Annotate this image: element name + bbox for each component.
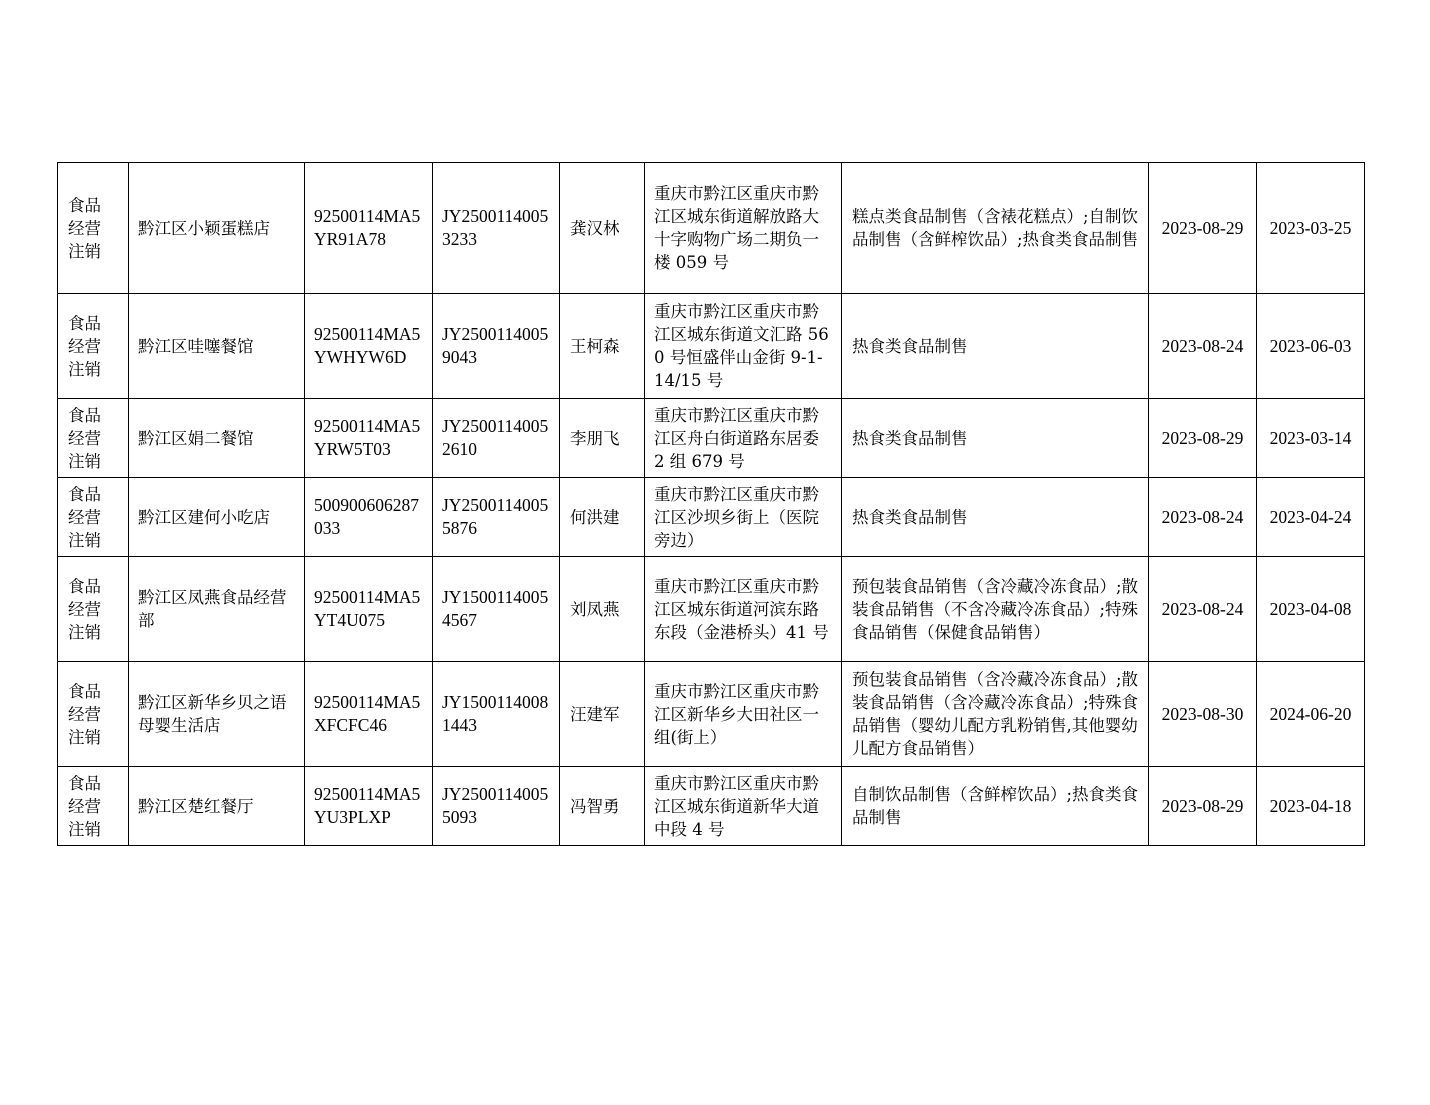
cell-address: 重庆市黔江区重庆市黔江区城东街道新华大道中段 4 号 [645,767,842,846]
cell-name: 黔江区小颖蛋糕店 [129,163,305,294]
cell-action: 食品经营注销 [58,399,129,478]
cell-date-1: 2023-08-29 [1149,163,1257,294]
cell-date-2: 2023-04-18 [1257,767,1365,846]
cell-license-no: JY25001140055093 [433,767,560,846]
cell-date-1: 2023-08-24 [1149,294,1257,399]
cell-date-1: 2023-08-24 [1149,478,1257,557]
cell-name: 黔江区楚红餐厅 [129,767,305,846]
cell-date-1: 2023-08-29 [1149,399,1257,478]
cell-date-1: 2023-08-30 [1149,662,1257,767]
cell-owner: 李朋飞 [560,399,645,478]
cell-scope: 预包装食品销售（含冷藏冷冻食品）;散装食品销售（含冷藏冷冻食品）;特殊食品销售（婴幼儿配方乳粉销售,其他婴幼儿配方食品销售） [842,662,1149,767]
cell-license-no: JY25001140053233 [433,163,560,294]
cell-action: 食品经营注销 [58,767,129,846]
cell-scope: 热食类食品制售 [842,478,1149,557]
cell-action: 食品经营注销 [58,294,129,399]
cell-owner: 何洪建 [560,478,645,557]
cell-license-no: JY25001140052610 [433,399,560,478]
cell-credit-code: 92500114MA5XFCFC46 [305,662,433,767]
cell-name: 黔江区新华乡贝之语母婴生活店 [129,662,305,767]
cell-credit-code: 92500114MA5YT4U075 [305,557,433,662]
cell-name: 黔江区娟二餐馆 [129,399,305,478]
cell-credit-code: 92500114MA5YRW5T03 [305,399,433,478]
cell-address: 重庆市黔江区重庆市黔江区城东街道文汇路 560 号恒盛伴山金街 9-1-14/15 号 [645,294,842,399]
cell-date-2: 2023-06-03 [1257,294,1365,399]
cell-scope: 热食类食品制售 [842,399,1149,478]
cell-date-2: 2023-03-25 [1257,163,1365,294]
cell-address: 重庆市黔江区重庆市黔江区新华乡大田社区一组(街上） [645,662,842,767]
cell-name: 黔江区建何小吃店 [129,478,305,557]
cell-date-2: 2024-06-20 [1257,662,1365,767]
cell-name: 黔江区哇噻餐馆 [129,294,305,399]
cell-owner: 龚汉林 [560,163,645,294]
cell-address: 重庆市黔江区重庆市黔江区沙坝乡街上（医院旁边） [645,478,842,557]
cell-credit-code: 500900606287033 [305,478,433,557]
cell-date-2: 2023-04-08 [1257,557,1365,662]
deregistration-table [57,162,1365,846]
cell-action: 食品经营注销 [58,163,129,294]
cell-license-no: JY25001140055876 [433,478,560,557]
cell-license-no: JY25001140059043 [433,294,560,399]
cell-scope: 自制饮品制售（含鲜榨饮品）;热食类食品制售 [842,767,1149,846]
table-row [58,557,1365,662]
cell-address: 重庆市黔江区重庆市黔江区舟白街道路东居委 2 组 679 号 [645,399,842,478]
table-row [58,399,1365,478]
table-row [58,767,1365,846]
table-row [58,294,1365,399]
cell-action: 食品经营注销 [58,478,129,557]
cell-owner: 汪建军 [560,662,645,767]
cell-scope: 热食类食品制售 [842,294,1149,399]
cell-credit-code: 92500114MA5YR91A78 [305,163,433,294]
cell-date-1: 2023-08-29 [1149,767,1257,846]
cell-date-2: 2023-03-14 [1257,399,1365,478]
cell-credit-code: 92500114MA5YU3PLXP [305,767,433,846]
cell-action: 食品经营注销 [58,557,129,662]
cell-address: 重庆市黔江区重庆市黔江区城东街道河滨东路东段（金港桥头）41 号 [645,557,842,662]
cell-address: 重庆市黔江区重庆市黔江区城东街道解放路大十字购物广场二期负一楼 059 号 [645,163,842,294]
cell-date-1: 2023-08-24 [1149,557,1257,662]
table-body [58,163,1365,846]
cell-scope: 糕点类食品制售（含裱花糕点）;自制饮品制售（含鲜榨饮品）;热食类食品制售 [842,163,1149,294]
cell-credit-code: 92500114MA5YWHYW6D [305,294,433,399]
cell-owner: 刘凤燕 [560,557,645,662]
cell-license-no: JY15001140054567 [433,557,560,662]
cell-owner: 冯智勇 [560,767,645,846]
cell-scope: 预包装食品销售（含冷藏冷冻食品）;散装食品销售（不含冷藏冷冻食品）;特殊食品销售（保健食品销售） [842,557,1149,662]
cell-name: 黔江区凤燕食品经营部 [129,557,305,662]
table-row [58,163,1365,294]
cell-license-no: JY15001140081443 [433,662,560,767]
table-row [58,662,1365,767]
cell-owner: 王柯森 [560,294,645,399]
cell-action: 食品经营注销 [58,662,129,767]
cell-date-2: 2023-04-24 [1257,478,1365,557]
table-row [58,478,1365,557]
